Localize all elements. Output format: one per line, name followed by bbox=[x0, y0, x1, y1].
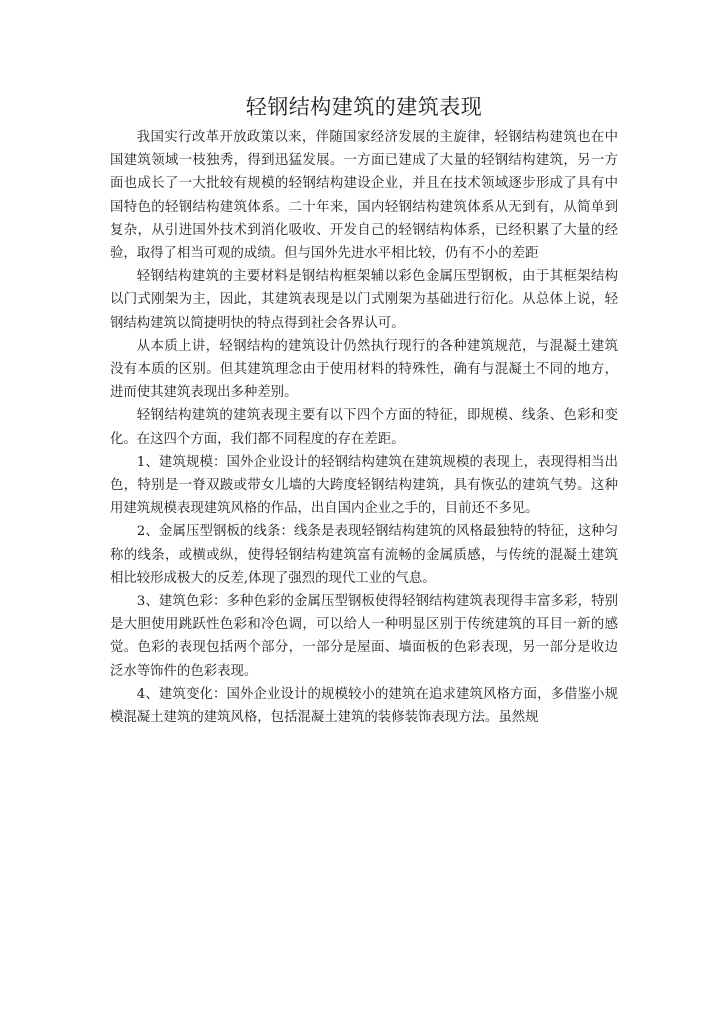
paragraph-color: 3、建筑色彩：多种色彩的金属压型钢板使得轻钢结构建筑表现得丰富多彩，特别是大胆使用跳跃性色彩和冷色调，可以给人一种明显区别于传统建筑的耳目一新的感觉。色彩的表现包括两个部分，一部分是屋面、墙面板的色彩表现，另一部分是收边泛水等饰件的色彩表现。 bbox=[110, 594, 618, 679]
paragraph-lines: 2、金属压型钢板的线条：线条是表现轻钢结构建筑的风格最独特的特征，这种匀称的线条，或横或纵，使得轻钢结构建筑富有流畅的金属质感，与传统的混凝土建筑相比较形成极大的反差,体现了强烈的现代工业的气息。 bbox=[110, 524, 618, 586]
document-page bbox=[110, 92, 618, 729]
paragraph-materials: 轻钢结构建筑的主要材料是钢结构框架辅以彩色金属压型钢板，由于其框架结构以门式刚架为主，因此，其建筑表现是以门式刚架为基础进行衍化。从总体上说，轻钢结构建筑以简捷明快的特点得到社会各界认可。 bbox=[110, 269, 618, 331]
paragraph-scale: 1、建筑规模：国外企业设计的轻钢结构建筑在建筑规模的表现上，表现得相当出色，特别是一脊双跛或带女儿墙的大跨度轻钢结构建筑，具有恢弘的建筑气势。这种用建筑规模表现建筑风格的作品，出自国内企业之手的，目前还不多见。 bbox=[110, 454, 618, 517]
document-title: 轻钢结构建筑的建筑表现 bbox=[245, 95, 483, 119]
paragraph-features: 轻钢结构建筑的建筑表现主要有以下四个方面的特征，即规模、线条、色彩和变化。在这四个方面，我们都不同程度的存在差距。 bbox=[110, 408, 618, 447]
paragraph-variation: 4、建筑变化：国外企业设计的规模较小的建筑在追求建筑风格方面，多借鉴小规模混凝土建筑的建筑风格，包括混凝土建筑的装修装饰表现方法。虽然规 bbox=[110, 686, 618, 726]
paragraph-essence: 从本质上讲，轻钢结构的建筑设计仍然执行现行的各种建筑规范，与混凝土建筑没有本质的区别。但其建筑理念由于使用材料的特殊性，确有与混凝土不同的地方，进而使其建筑表现出多种差别。 bbox=[110, 338, 618, 401]
paragraph-intro: 我国实行改革开放政策以来，伴随国家经济发展的主旋律，轻钢结构建筑也在中国建筑领域一枝独秀，得到迅猛发展。一方面已建成了大量的轻钢结构建筑，另一方面也成长了一大批较有规模的轻钢结构建设企业，并且在技术领域逐步形成了具有中国特色的轻钢结构建筑体系。二十年来，国内轻钢结构建筑体系从无到有，从简单到复杂，从引进国外技术到消化吸收、开发自己的轻钢结构体系，已经积累了大量的经验，取得了相当可观的成绩。但与国外先进水平相比较，仍有不小的差距 bbox=[110, 130, 618, 262]
